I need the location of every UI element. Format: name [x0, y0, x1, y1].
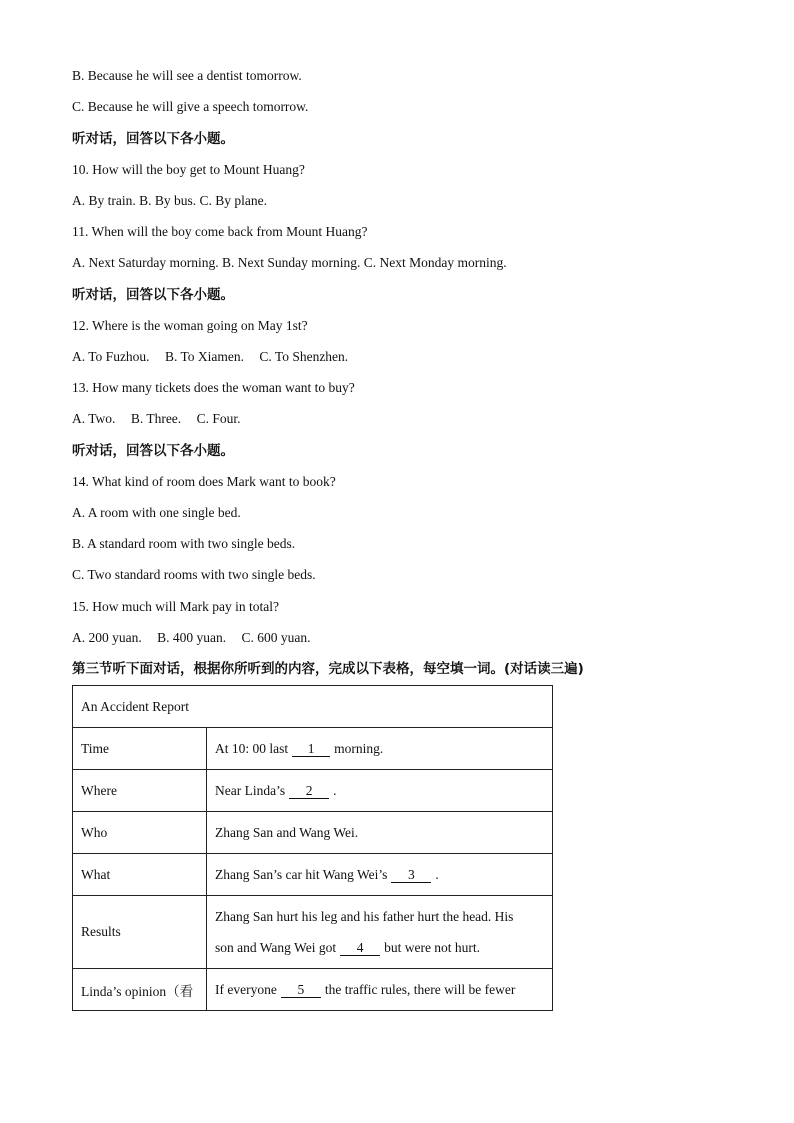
q9-option-b: B. Because he will see a dentist tomorrow.	[72, 68, 302, 83]
results-line-2	[215, 932, 544, 963]
q10-option-a: A. By train.	[72, 193, 136, 208]
q13-option-a: A. Two.	[72, 411, 116, 426]
blank-5: 5	[281, 983, 321, 998]
q14-option-c: C. Two standard rooms with two single beds.	[72, 567, 316, 582]
opinion-suffix: the traffic rules, there will be fewer	[324, 981, 516, 997]
question-11-options	[72, 255, 507, 271]
question-11: 11. When will the boy come back from Mount Huang?	[72, 224, 368, 239]
section-heading-1: 听对话，回答以下各小题。	[72, 131, 234, 147]
q14-option-a: A. A room with one single bed.	[72, 505, 241, 520]
question-15: 15. How much will Mark pay in total?	[72, 599, 279, 614]
where-label: Where	[73, 770, 207, 812]
blank-4: 4	[340, 941, 380, 956]
q15-option-c: C. 600 yuan.	[241, 630, 311, 645]
opinion-label: Linda’s opinion（看	[73, 969, 207, 1011]
q12-option-a: A. To Fuzhou.	[72, 349, 150, 364]
blank-1: 1	[292, 742, 330, 757]
time-prefix: At 10: 00 last	[215, 740, 289, 756]
question-10-options	[72, 193, 267, 209]
q15-option-a: A. 200 yuan.	[72, 630, 142, 645]
time-value	[207, 728, 553, 770]
what-prefix: Zhang San’s car hit Wang Wei’s	[215, 866, 388, 882]
q13-option-c: C. Four.	[196, 411, 241, 426]
who-label: Who	[73, 812, 207, 854]
results-prefix: son and Wang Wei got	[215, 940, 337, 955]
report-title: An Accident Report	[73, 686, 553, 728]
question-14: 14. What kind of room does Mark want to book?	[72, 474, 336, 489]
who-value: Zhang San and Wang Wei.	[207, 812, 553, 854]
q14-option-b: B. A standard room with two single beds.	[72, 536, 296, 551]
opinion-prefix: If everyone	[215, 981, 277, 997]
section-3-instructions: 第三节听下面对话，根据你所听到的内容，完成以下表格，每空填一词。(对话读三遍)	[72, 661, 584, 677]
table-row-what	[73, 854, 553, 896]
results-label: Results	[73, 896, 207, 969]
q12-option-b: B. To Xiamen.	[164, 349, 244, 364]
where-value	[207, 770, 553, 812]
q10-option-b: B. By bus.	[139, 193, 197, 208]
table-row-time	[73, 728, 553, 770]
question-12-options	[72, 349, 348, 365]
results-suffix: but were not hurt.	[384, 940, 481, 955]
table-row-who	[73, 812, 553, 854]
table-row-opinion	[73, 969, 553, 1011]
q11-option-c: C. Next Monday morning.	[363, 255, 507, 270]
where-prefix: Near Linda’s	[215, 782, 286, 798]
question-15-options	[72, 630, 311, 646]
what-value	[207, 854, 553, 896]
accident-report-table	[72, 685, 553, 1011]
table-row-where	[73, 770, 553, 812]
what-suffix: .	[435, 866, 439, 882]
q11-option-a: A. Next Saturday morning.	[72, 255, 219, 270]
blank-3: 3	[391, 868, 431, 883]
q9-option-c: C. Because he will give a speech tomorrow.	[72, 99, 309, 114]
q10-option-c: C. By plane.	[199, 193, 268, 208]
question-13-options	[72, 411, 240, 427]
time-label: Time	[73, 728, 207, 770]
section-heading-2: 听对话，回答以下各小题。	[72, 287, 234, 303]
q13-option-b: B. Three.	[130, 411, 182, 426]
where-suffix: .	[333, 782, 337, 798]
question-13: 13. How many tickets does the woman want to buy?	[72, 380, 355, 395]
question-12: 12. Where is the woman going on May 1st?	[72, 318, 308, 333]
what-label: What	[73, 854, 207, 896]
question-10: 10. How will the boy get to Mount Huang?	[72, 162, 305, 177]
table-row-title	[73, 686, 553, 728]
opinion-value	[207, 969, 553, 1011]
blank-2: 2	[289, 784, 329, 799]
q11-option-b: B. Next Sunday morning.	[221, 255, 361, 270]
results-line-1: Zhang San hurt his leg and his father hurt the head. His	[215, 909, 514, 924]
table-row-results	[73, 896, 553, 969]
q12-option-c: C. To Shenzhen.	[259, 349, 349, 364]
section-heading-3: 听对话，回答以下各小题。	[72, 443, 234, 459]
results-value	[207, 896, 553, 969]
q15-option-b: B. 400 yuan.	[157, 630, 227, 645]
time-suffix: morning.	[334, 740, 384, 756]
